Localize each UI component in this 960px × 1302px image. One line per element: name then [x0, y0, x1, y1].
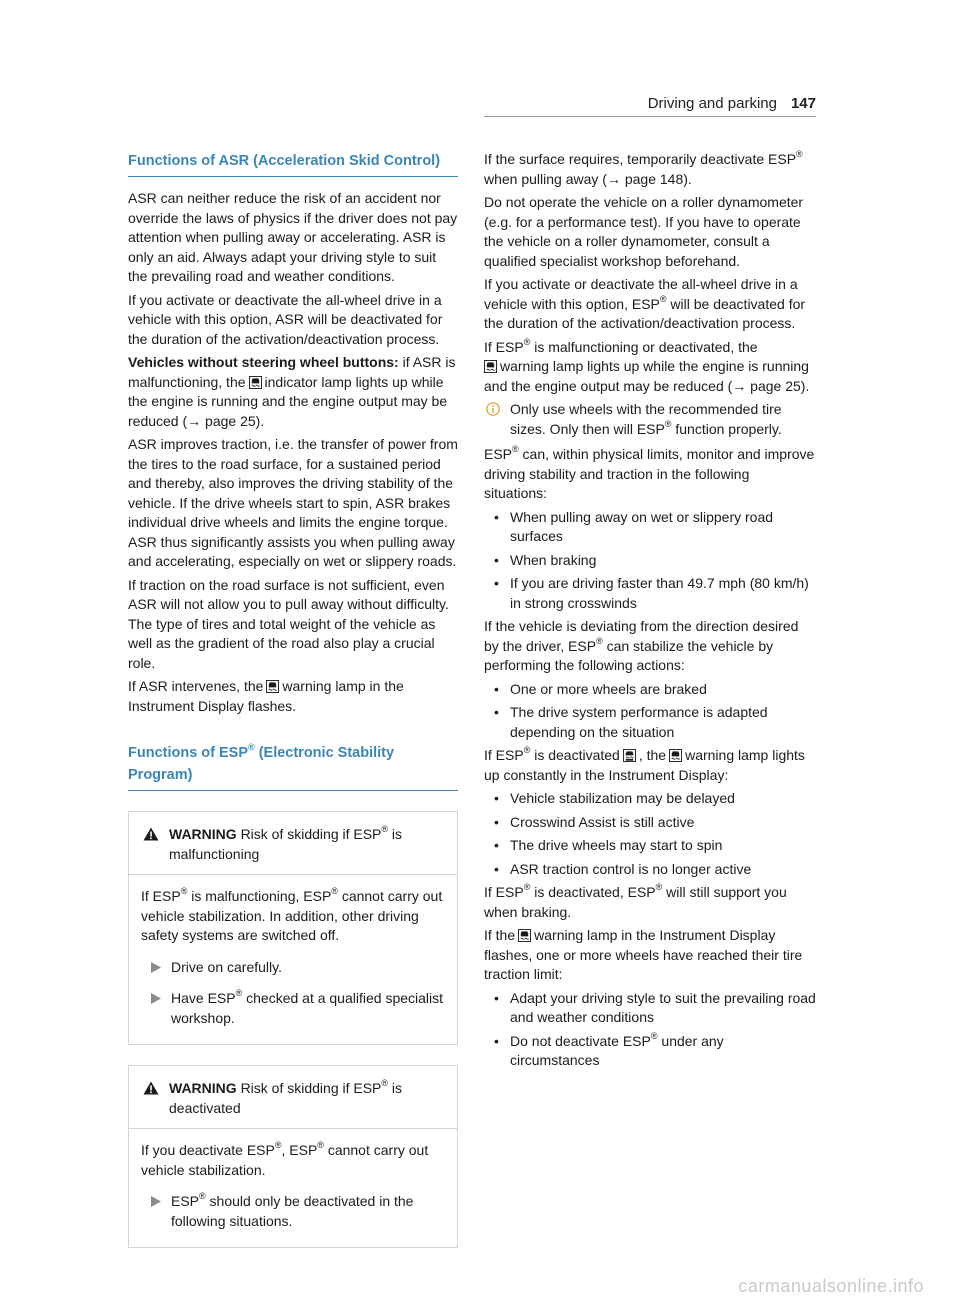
warning-text: If you deactivate ESP®, ESP® cannot carry out vehicle stabilization.	[141, 1140, 429, 1178]
header-divider	[484, 116, 816, 117]
esp-paragraph-1: If the surface requires, temporarily deactivate ESP® when pulling away (→ page 148).	[484, 149, 803, 187]
esp-skid-warning-icon	[484, 360, 497, 373]
esp-paragraph-9: If the warning lamp in the Instrument Display flashes, one or more wheels have reached their tire traction limit:	[484, 927, 803, 982]
page-number: 147	[790, 95, 816, 112]
list-item: • When braking	[484, 551, 816, 571]
action-step: ESP® should only be deactivated in the following situations.	[141, 1192, 445, 1231]
esp-paragraph-2: Do not operate the vehicle on a roller dynamometer (e.g. for a performance test). If you have to operate the vehicle on a roller dynamometer, consult a qualified specialist workshop beforehand.	[484, 194, 804, 269]
esp-skid-warning-icon	[266, 680, 279, 693]
warning-box-deactivated	[128, 1065, 458, 1248]
list-item: • The drive wheels may start to spin	[484, 836, 816, 856]
asr-paragraph-5: If traction on the road surface is not sufficient, even ASR will not allow you to pull away without difficulty. The type of tires and total weight of the vehicle as well as the gradient of the road also play a crucial role.	[128, 576, 449, 671]
asr-paragraph-6: If ASR intervenes, the warning lamp in the Instrument Display flashes.	[128, 678, 404, 714]
warning-label: WARNING	[169, 1080, 237, 1096]
warning-body	[129, 875, 457, 1044]
traction-limit-list	[484, 989, 816, 1071]
warning-header: WARNING Risk of skidding if ESP® is malfunctioning	[129, 812, 457, 875]
list-item: • One or more wheels are braked	[484, 680, 816, 700]
right-column	[484, 150, 816, 1075]
header-title: Driving and parking	[647, 95, 777, 112]
warning-triangle-icon	[143, 827, 159, 841]
esp-paragraph-6: If the vehicle is deviating from the direction desired by the driver, ESP® can stabilize the vehicle by performing the following actions:	[484, 618, 799, 673]
action-arrow-icon	[151, 962, 161, 973]
esp-paragraph-5: ESP® can, within physical limits, monitor and improve driving stability and traction in the following situations:	[484, 444, 815, 501]
asr-paragraph-4: ASR improves traction, i.e. the transfer of power from the tires to the road surface, for a sustained period and thereby, also improves the driving stability of the vehicle. If the drive wheels start to spin, ASR brakes individual drive wheels and limits the engine torque. ASR thus significantly assists you when pulling away and accelerating, especially on wet or slippery roads.	[128, 436, 458, 569]
esp-off-icon	[623, 749, 636, 762]
esp-paragraph-3: If you activate or deactivate the all-wheel drive in a vehicle with this option, ESP® will be deactivated for the duration of the activation/deactivation process.	[484, 276, 806, 331]
action-step: Drive on carefully.	[141, 958, 445, 978]
asr-section-title: Functions of ASR (Acceleration Skid Control)	[128, 150, 458, 177]
esp-paragraph-8: If ESP® is deactivated, ESP® will still support you when braking.	[484, 882, 787, 920]
page-header	[648, 94, 816, 114]
esp-paragraph-7: If ESP® is deactivated , the warning lamp lights up constantly in the Instrument Display:	[484, 745, 805, 783]
list-item: • When pulling away on wet or slippery road surfaces	[484, 508, 816, 547]
list-item: • Vehicle stabilization may be delayed	[484, 789, 816, 809]
list-item: • The drive system performance is adapted depending on the situation	[484, 703, 816, 742]
warning-triangle-icon	[143, 1081, 159, 1095]
esp-skid-warning-icon	[249, 376, 262, 389]
warning-label: WARNING	[169, 826, 237, 842]
action-arrow-icon	[151, 1196, 161, 1207]
list-item: • Adapt your driving style to suit the prevailing road and weather conditions	[484, 989, 816, 1028]
esp-skid-warning-icon	[669, 749, 682, 762]
esp-skid-warning-icon	[518, 929, 531, 942]
warning-body	[129, 1129, 457, 1247]
list-item: • Do not deactivate ESP® under any circumstances	[484, 1032, 816, 1071]
asr-paragraph-2: If you activate or deactivate the all-wheel drive in a vehicle with this option, ASR will be deactivated for the duration of the activation/deactivation process.	[128, 291, 443, 347]
warning-text: If ESP® is malfunctioning, ESP® cannot carry out vehicle stabilization. In addition, other driving safety systems are switched off.	[141, 886, 443, 943]
watermark: carmanualsonline.info	[738, 1275, 924, 1296]
list-item: • If you are driving faster than 49.7 mph (80 km/h) in strong crosswinds	[484, 574, 816, 613]
actions-list	[484, 680, 816, 743]
left-column	[128, 150, 458, 1262]
deactivated-effects-list	[484, 789, 816, 879]
warning-box-malfunction	[128, 811, 458, 1045]
info-note: Only use wheels with the recommended tire sizes. Only then will ESP® function properly.	[484, 400, 816, 439]
warning-header: WARNING Risk of skidding if ESP® is deactivated	[129, 1066, 457, 1129]
asr-paragraph-1: ASR can neither reduce the risk of an accident nor override the laws of physics if the driver does not pay attention when pulling away or accelerating. ASR is only an aid. Always adapt your driving style to suit the prevailing road and weather conditions.	[128, 190, 458, 284]
asr-subheading: Vehicles without steering wheel buttons:	[128, 354, 399, 370]
info-icon	[486, 402, 500, 416]
action-arrow-icon	[151, 993, 161, 1004]
list-item: • Crosswind Assist is still active	[484, 813, 816, 833]
asr-paragraph-3: Vehicles without steering wheel buttons: if ASR is malfunctioning, the indicator lamp lights up while the engine is running and the engine output may be reduced (→ page 25).	[128, 354, 456, 429]
list-item: • ASR traction control is no longer active	[484, 860, 816, 880]
esp-paragraph-4: If ESP® is malfunctioning or deactivated, the warning lamp lights up while the engine is running and the engine output may be reduced (→ page 25).	[484, 336, 810, 394]
action-step: Have ESP® checked at a qualified specialist workshop.	[141, 989, 445, 1028]
situations-list	[484, 508, 816, 614]
esp-section-title: Functions of ESP® (Electronic Stability Program)	[128, 742, 458, 791]
